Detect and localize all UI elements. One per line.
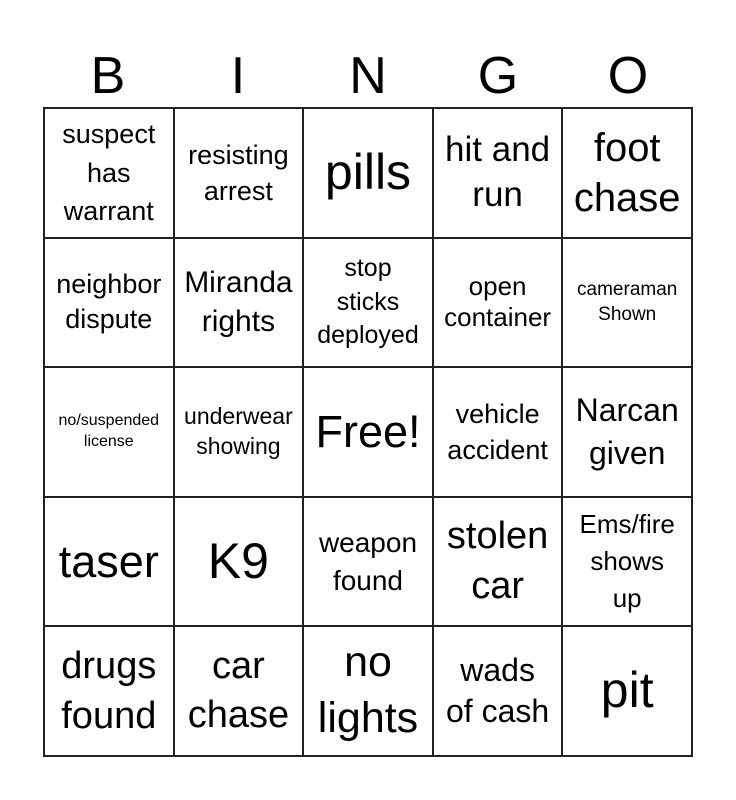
bingo-cell-label: no lights	[317, 638, 419, 743]
bingo-cell-label: pit	[600, 662, 654, 719]
bingo-cell[interactable]	[174, 626, 304, 756]
bingo-cell-label: neighbor dispute	[56, 269, 162, 335]
bingo-header	[43, 40, 693, 108]
bingo-cell-label: Free!	[315, 406, 421, 458]
bingo-cell-label: drugs found	[61, 644, 157, 738]
bingo-cell[interactable]	[562, 367, 692, 497]
bingo-cell[interactable]	[174, 238, 304, 368]
bingo-cell-label: vehicle accident	[447, 398, 548, 465]
bingo-cell-label: underwear showing	[184, 403, 293, 459]
bingo-cell-label: open container	[444, 271, 552, 333]
bingo-cell[interactable]	[44, 626, 174, 756]
header-letter-o: O	[607, 47, 649, 105]
bingo-cell-label: Narcan given	[575, 392, 679, 471]
bingo-cell[interactable]	[44, 367, 174, 497]
bingo-cell[interactable]	[174, 497, 304, 627]
bingo-cell-label: stop sticks deployed	[317, 253, 419, 350]
bingo-cell-label: wads of cash	[446, 651, 550, 730]
bingo-cell[interactable]	[174, 108, 304, 238]
header-letter-b: B	[90, 47, 126, 105]
bingo-cell[interactable]	[433, 367, 563, 497]
bingo-cell[interactable]	[44, 238, 174, 368]
bingo-cell-label: resisting arrest	[188, 139, 289, 206]
header-letter-i: I	[230, 47, 246, 105]
bingo-cell[interactable]	[303, 497, 433, 627]
bingo-cell[interactable]	[433, 238, 563, 368]
bingo-cell[interactable]	[433, 626, 563, 756]
bingo-cell[interactable]	[562, 238, 692, 368]
bingo-cell[interactable]	[303, 626, 433, 756]
bingo-cell-label: suspect has warrant	[62, 119, 156, 226]
bingo-cell-label: taser	[58, 535, 159, 587]
bingo-card	[43, 107, 693, 757]
bingo-cell-label: no/suspended license	[58, 412, 160, 450]
bingo-cell[interactable]	[303, 108, 433, 238]
bingo-cell[interactable]	[433, 108, 563, 238]
header-letter-n: N	[349, 47, 387, 105]
bingo-cell-label: stolen car	[446, 515, 549, 607]
bingo-cell-label: hit and run	[445, 130, 551, 214]
bingo-cell[interactable]	[174, 367, 304, 497]
bingo-cell-label: foot chase	[573, 125, 681, 220]
bingo-cell-label: K9	[207, 532, 269, 589]
bingo-cell-label: car chase	[187, 644, 290, 737]
bingo-cell-label: Ems/fire shows up	[579, 509, 675, 614]
bingo-cell-label: cameraman Shown	[577, 278, 678, 326]
bingo-cell[interactable]	[433, 497, 563, 627]
bingo-cell[interactable]	[562, 497, 692, 627]
bingo-cell-label: pills	[324, 144, 412, 201]
bingo-cell[interactable]	[562, 626, 692, 756]
bingo-cell[interactable]	[44, 108, 174, 238]
bingo-cell[interactable]	[303, 367, 433, 497]
header-letter-g: G	[477, 47, 519, 105]
bingo-cell[interactable]	[562, 108, 692, 238]
bingo-cell-label: weapon found	[318, 526, 418, 596]
bingo-cell-label: Miranda rights	[184, 266, 293, 339]
bingo-cell[interactable]	[44, 497, 174, 627]
bingo-cell[interactable]	[303, 238, 433, 368]
